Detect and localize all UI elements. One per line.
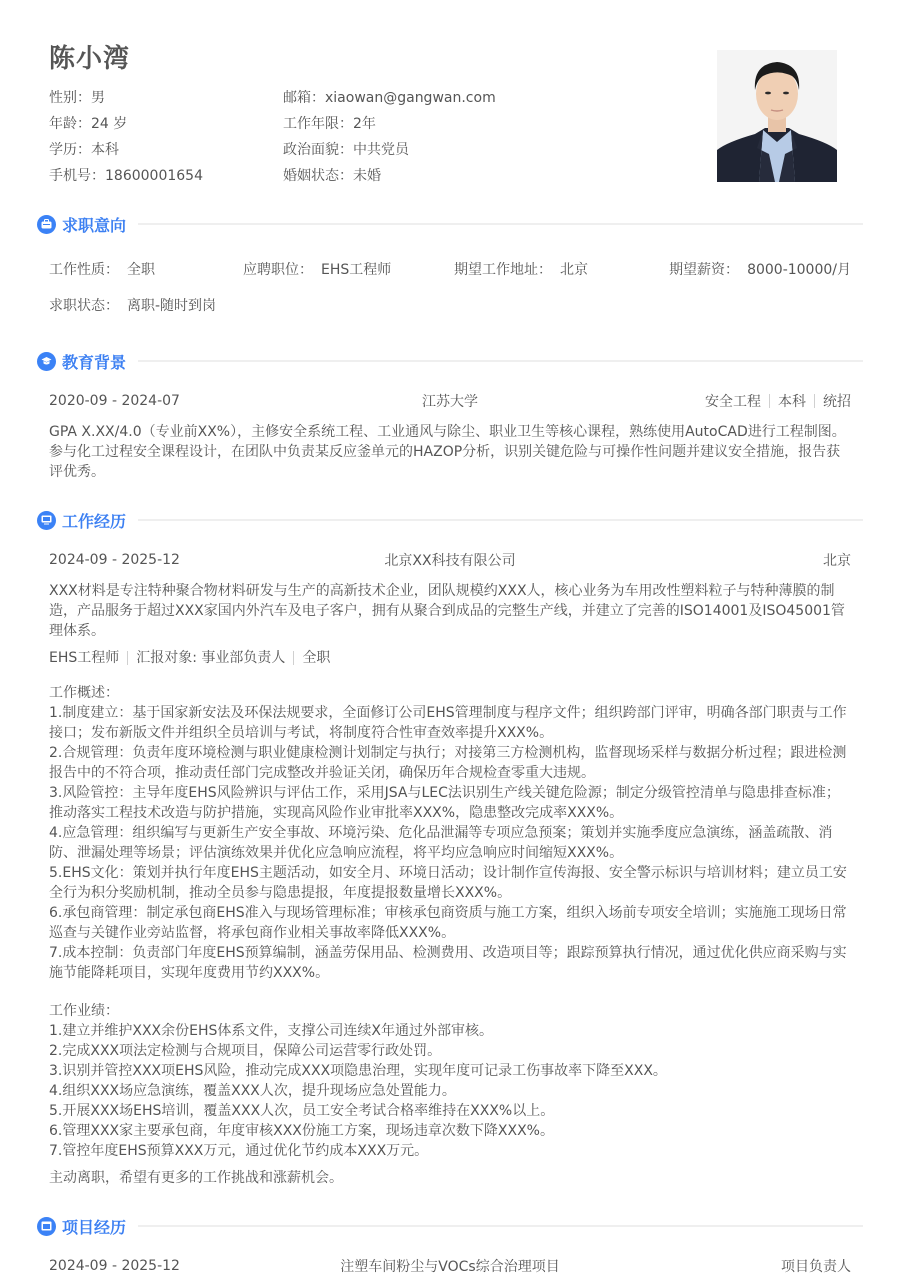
project-role: 项目负责人 <box>781 1259 851 1275</box>
profile-photo <box>717 50 837 182</box>
overview-title: 工作概述： <box>49 685 119 701</box>
field-label: 期望薪资： <box>669 262 740 278</box>
basic-info <box>49 84 609 188</box>
section-title: 工作经历 <box>62 511 127 531</box>
field-label: 政治面貌： <box>283 142 353 158</box>
achievement-item: 3.识别并管控XXX项EHS风险，推动完成XXX项隐患治理，实现年度可记录工伤事故率下降至XXX。 <box>49 1063 667 1079</box>
work-years-field <box>283 113 517 133</box>
section-divider <box>138 223 863 225</box>
section-divider <box>138 519 863 521</box>
leave-reason: 主动离职，希望有更多的工作挑战和涨薪机会。 <box>49 1170 343 1186</box>
field-value: 男 <box>91 90 105 106</box>
education-description: GPA X.XX/4.0（专业前XX%），主修安全系统工程、工业通风与除尘、职业卫生等核心课程，熟练使用AutoCAD进行工程制图。参与化工过程安全课程设计，在团队中负责某反应釜单元的HAZOP分析，识别关键危险与可操作性问题并建议安全措施，报告获评优秀。 <box>49 424 846 480</box>
candidate-name: 陈小湾 <box>49 44 131 74</box>
field-value: 全职 <box>127 262 155 278</box>
field-value: 离职-随时到岗 <box>127 298 217 314</box>
field-value: 24 岁 <box>91 116 128 132</box>
overview-item: 7.成本控制：负责部门年度EHS预算编制，涵盖劳保用品、检测费用、改造项目等；跟踪预算执行情况，通过优化供应商采购与实施节能降耗项目，实现年度费用节约XXX%。 <box>49 945 847 981</box>
project-name: 注塑车间粉尘与VOCs综合治理项目 <box>340 1259 560 1275</box>
overview-item: 6.承包商管理：制定承包商EHS准入与现场管理标准；审核承包商资质与施工方案，组织入场前专项安全培训；实施施工现场日常巡查与关键作业旁站监督，将承包商作业相关事故率降低XXX%。 <box>49 905 847 941</box>
field-label: 邮箱： <box>283 90 325 106</box>
overview-item: 5.EHS文化：策划并执行年度EHS主题活动，如安全月、环境日活动；设计制作宣传海报、安全警示标识与培训材料；建立员工安全行为积分奖励机制，推动全员参与隐患提报，年度提报数量增长XXX%。 <box>49 865 847 901</box>
section-title: 项目经历 <box>62 1217 127 1237</box>
report-to-tag: 汇报对象: 事业部负责人 <box>136 650 286 666</box>
basic-info-row <box>49 162 609 188</box>
overview-item: 2.合规管理：负责年度环境检测与职业健康检测计划制定与执行；对接第三方检测机构，监督现场采样与数据分析过程；跟进检测报告中的不符合项，推动责任部门完成整改并验证关闭，确保历年合规检查零重大违规。 <box>49 745 847 781</box>
field-label: 求职状态： <box>49 298 119 314</box>
field-value: xiaowan@gangwan.com <box>325 90 496 106</box>
section-header-intent <box>37 212 863 236</box>
field-label: 工作性质： <box>49 262 119 278</box>
overview-item: 1.制度建立：基于国家新安法及环保法规要求，全面修订公司EHS管理制度与程序文件；组织跨部门评审，明确各部门职责与工作接口；发布新版文件并组织全员培训与考试，将制度符合性审查效率提升XXX%。 <box>49 705 847 741</box>
job-title-tag: EHS工程师 <box>49 650 120 666</box>
gender-field <box>49 87 283 107</box>
email-field <box>283 87 517 107</box>
job-status-field <box>49 295 216 315</box>
work-period: 2024-09 - 2025-12 <box>49 552 180 568</box>
company-intro: XXX材料是专注特种聚合物材料研发与生产的高新技术企业，团队规模约XXX人，核心业务为车用改性塑料粒子与特种薄膜的制造，产品服务于超过XXX家国内外汽车及电子客户，拥有从聚合到成品的完整生产线，并建立了完善的ISO14001及ISO45001管理体系。 <box>49 583 845 639</box>
basic-info-row <box>49 84 609 110</box>
work-achievements <box>49 1001 853 1161</box>
degree-tag: 本科 <box>778 394 806 410</box>
enrollment-tag: 统招 <box>823 394 851 410</box>
tag-divider <box>127 651 128 665</box>
education-period: 2020-09 - 2024-07 <box>49 393 180 409</box>
work-overview <box>49 683 853 983</box>
briefcase-icon <box>37 215 56 234</box>
field-value: 8000-10000/月 <box>747 262 851 278</box>
field-value: EHS工程师 <box>321 262 392 278</box>
job-type-field <box>49 259 155 279</box>
employment-type-tag: 全职 <box>302 650 331 666</box>
graduation-cap-icon <box>37 352 56 371</box>
field-label: 年龄： <box>49 116 91 132</box>
field-label: 期望工作地址： <box>454 262 552 278</box>
basic-info-row <box>49 136 609 162</box>
section-title: 求职意向 <box>62 215 127 235</box>
tag-divider <box>814 394 815 408</box>
basic-info-row <box>49 110 609 136</box>
project-period: 2024-09 - 2025-12 <box>49 1258 180 1274</box>
project-entry-header <box>49 1256 851 1275</box>
political-status-field <box>283 139 517 159</box>
field-value: 未婚 <box>353 168 381 184</box>
age-field <box>49 113 283 133</box>
section-header-project <box>37 1214 863 1238</box>
achievement-item: 4.组织XXX场应急演练，覆盖XXX人次，提升现场应急处置能力。 <box>49 1083 456 1099</box>
section-divider <box>138 1225 863 1227</box>
phone-field <box>49 165 283 185</box>
achievement-item: 6.管理XXX家主要承包商，年度审核XXX份施工方案，现场违章次数下降XXX%。 <box>49 1123 554 1139</box>
position-field <box>243 259 391 279</box>
section-title: 教育背景 <box>62 352 127 372</box>
major-tag: 安全工程 <box>705 394 761 410</box>
section-header-work <box>37 508 863 532</box>
field-label: 婚姻状态： <box>283 168 353 184</box>
section-header-education <box>37 349 863 373</box>
tag-divider <box>769 394 770 408</box>
achievement-item: 7.管控年度EHS预算XXX万元，通过优化节约成本XXX万元。 <box>49 1143 429 1159</box>
education-entry-header <box>49 391 851 411</box>
school-name: 江苏大学 <box>422 394 478 410</box>
window-icon <box>37 1217 56 1236</box>
field-value: 2年 <box>353 116 376 132</box>
salary-field <box>669 259 851 279</box>
location-field <box>454 259 588 279</box>
field-value: 18600001654 <box>105 168 203 184</box>
intent-row <box>49 295 851 315</box>
work-entry-header <box>49 550 851 570</box>
tag-divider <box>293 651 294 665</box>
work-tags <box>49 648 853 668</box>
field-value: 中共党员 <box>353 142 409 158</box>
field-label: 手机号： <box>49 168 105 184</box>
monitor-icon <box>37 511 56 530</box>
portrait-image <box>717 50 837 182</box>
achievements-title: 工作业绩： <box>49 1003 119 1019</box>
field-label: 性别： <box>49 90 91 106</box>
achievement-item: 1.建立并维护XXX余份EHS体系文件，支撑公司连续X年通过外部审核。 <box>49 1023 493 1039</box>
intent-row <box>49 259 851 279</box>
field-label: 应聘职位： <box>243 262 313 278</box>
field-value: 北京 <box>560 262 588 278</box>
field-value: 本科 <box>91 142 119 158</box>
field-label: 学历： <box>49 142 91 158</box>
field-label: 工作年限： <box>283 116 353 132</box>
overview-item: 3.风险管控：主导年度EHS风险辨识与评估工作，采用JSA与LEC法识别生产线关键危险源；制定分级管控清单与隐患排查标准；推动落实工程技术改造与防护措施，实现高风险作业审批率XXX%，隐患整改完成率XXX%。 <box>49 785 840 821</box>
achievement-item: 5.开展XXX场EHS培训，覆盖XXX人次，员工安全考试合格率维持在XXX%以上。 <box>49 1103 555 1119</box>
marital-status-field <box>283 165 517 185</box>
company-name: 北京XX科技有限公司 <box>384 553 516 569</box>
overview-item: 4.应急管理：组织编写与更新生产安全事故、环境污染、危化品泄漏等专项应急预案；策划并实施季度应急演练，涵盖疏散、消防、泄漏处理等场景；评估演练效果并优化应急响应流程，将平均应急响应时间缩短XXX%。 <box>49 825 833 861</box>
work-location: 北京 <box>823 553 851 569</box>
section-divider <box>138 360 863 362</box>
education-tags <box>705 391 851 411</box>
achievement-item: 2.完成XXX项法定检测与合规项目，保障公司运营零行政处罚。 <box>49 1043 442 1059</box>
degree-field <box>49 139 283 159</box>
